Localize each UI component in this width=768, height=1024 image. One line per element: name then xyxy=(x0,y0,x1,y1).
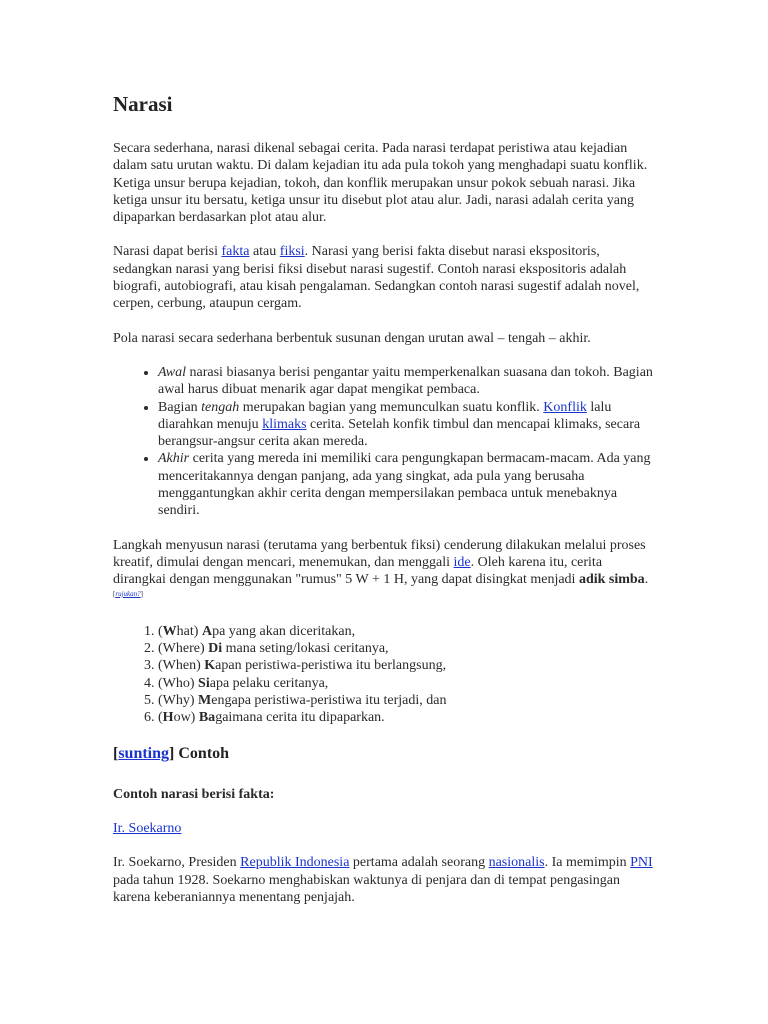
text: Langkah menyusun narasi (terutama yang berbentuk fiksi) cenderung dilakukan melalui proses kreatif, dimulai dengan mencari, menemukan, dan menggali xyxy=(113,537,646,570)
steps-list xyxy=(113,623,658,727)
bold-letter: W xyxy=(162,623,177,639)
text: Narasi dapat berisi xyxy=(113,244,222,260)
link-fakta[interactable]: fakta xyxy=(221,244,250,260)
emphasis: tengah xyxy=(201,399,240,415)
text: (Where) xyxy=(158,641,209,657)
text: pa yang akan diceritakan, xyxy=(212,623,356,639)
bold-letter: Si xyxy=(198,675,210,691)
text: ( xyxy=(158,710,163,726)
paragraph-example xyxy=(113,854,658,906)
text: atau xyxy=(249,244,280,260)
section-title: ] Contoh xyxy=(169,744,230,762)
list-item-awal xyxy=(158,364,658,399)
page-title: Narasi xyxy=(113,92,173,116)
link-klimaks[interactable]: klimaks xyxy=(262,416,307,432)
list-item xyxy=(158,692,658,709)
paragraph-intro: Secara sederhana, narasi dikenal sebagai cerita. Pada narasi terdapat peristiwa atau kejadian dalam satu urutan waktu. Di dalam kejadian itu ada pula tokoh yang menghadapi suatu konflik. Ketiga unsur berupa kejadian, tokoh, dan konflik merupakan unsur pokok sebuah narasi. Jika ketiga unsur itu bersatu, ketiga unsur itu disebut plot atau alur. Jadi, narasi adalah cerita yang dipaparkan berdasarkan plot atau alur. xyxy=(113,141,648,226)
bold-letter: K xyxy=(204,658,216,674)
text: apan peristiwa-peristiwa itu berlangsung, xyxy=(215,658,447,674)
text: . Ia memimpin xyxy=(544,855,631,871)
list-item-akhir xyxy=(158,450,658,519)
example-link-paragraph xyxy=(113,820,658,837)
text: Bagian xyxy=(158,399,202,415)
text: engapa peristiwa-peristiwa itu terjadi, dan xyxy=(211,693,447,709)
link-pni[interactable]: PNI xyxy=(630,855,653,871)
edit-section-link[interactable]: sunting xyxy=(118,744,170,762)
bold-letter: M xyxy=(198,693,212,709)
text: lalu diarahkan menuju xyxy=(158,399,612,432)
text: (Who) xyxy=(158,675,199,691)
text: gaimana cerita itu dipaparkan. xyxy=(215,710,385,726)
article xyxy=(113,92,658,923)
link-republik-indonesia[interactable]: Republik Indonesia xyxy=(240,855,350,871)
text: cerita. Setelah konfik timbul dan mencapai klimaks, secara berangsur-angsur cerita akan mereda. xyxy=(158,416,641,450)
text: pertama adalah seorang xyxy=(349,855,489,871)
bold-term: adik simba xyxy=(578,572,645,588)
text: hat) xyxy=(176,623,202,639)
list-item-tengah xyxy=(158,399,658,451)
emphasis: Akhir xyxy=(158,451,190,467)
text: . Oleh karena itu, cerita dirangkai dengan menggunakan "rumus" 5 W + 1 H, yang dapat disingkat menjadi xyxy=(113,554,603,588)
list-item xyxy=(158,675,658,692)
paragraph-steps-intro xyxy=(113,537,658,606)
list-item xyxy=(158,640,658,657)
text: (Why) xyxy=(158,693,199,709)
list-item xyxy=(158,657,658,674)
bold-letter: Ba xyxy=(198,710,216,726)
text: . xyxy=(644,572,649,588)
list-item xyxy=(158,709,658,726)
link-konflik[interactable]: Konflik xyxy=(543,399,587,415)
text: ow) xyxy=(173,710,199,726)
emphasis: Awal xyxy=(158,364,187,380)
bold-letter: H xyxy=(162,710,174,726)
section-heading-contoh xyxy=(113,744,658,764)
text: apa pelaku ceritanya, xyxy=(209,675,329,691)
text: pada tahun 1928. Soekarno menghabiskan waktunya di penjara dan di tempat pengasingan karena keberaniannya menentang penjajah. xyxy=(113,872,620,905)
list-item xyxy=(158,623,658,640)
link-nasionalis[interactable]: nasionalis xyxy=(488,855,545,871)
citation-needed-link[interactable]: rujukan? xyxy=(115,589,141,598)
bold-letter: A xyxy=(201,623,213,639)
paragraph-content-types xyxy=(113,243,658,312)
bold-letter: Di xyxy=(208,641,223,657)
text: merupakan bagian yang memunculkan suatu konflik. xyxy=(239,399,544,415)
bracket: [ xyxy=(113,744,119,762)
link-fiksi[interactable]: fiksi xyxy=(279,244,305,260)
text: cerita yang mereda ini memiliki cara pengungkapan bermacam-macam. Ada yang menceritakannya dengan panjang, ada yang singkat, ada pula yang berusaha menggantungkan akhir cerita dengan mempersilakan pembaca untuk menebaknya sendiri. xyxy=(158,451,651,519)
link-ir-soekarno[interactable]: Ir. Soekarno xyxy=(113,820,182,836)
citation-needed: [rujukan?] xyxy=(113,589,143,598)
text: narasi biasanya berisi pengantar yaitu memperkenalkan suasana dan tokoh. Bagian awal harus dibuat menarik agar dapat mengikat pembaca. xyxy=(158,364,653,398)
text: ( xyxy=(158,623,163,639)
text: Ir. Soekarno, Presiden xyxy=(113,855,241,871)
paragraph-pattern: Pola narasi secara sederhana berbentuk susunan dengan urutan awal – tengah – akhir. xyxy=(113,330,591,346)
text: (When) xyxy=(158,658,205,674)
text: . Narasi yang berisi fakta disebut narasi ekspositoris, sedangkan narasi yang berisi fiksi disebut narasi sugestif. Contoh narasi ekspositoris adalah biografi, autobiografi, atau kisah pengalaman. Sedangkan contoh narasi sugestif adalah novel, cerpen, cerbung, ataupun cergam. xyxy=(113,244,640,312)
example-heading: Contoh narasi berisi fakta: xyxy=(113,786,275,802)
structure-list xyxy=(113,364,658,520)
text: mana seting/lokasi ceritanya, xyxy=(222,641,389,657)
link-ide[interactable]: ide xyxy=(453,554,471,570)
